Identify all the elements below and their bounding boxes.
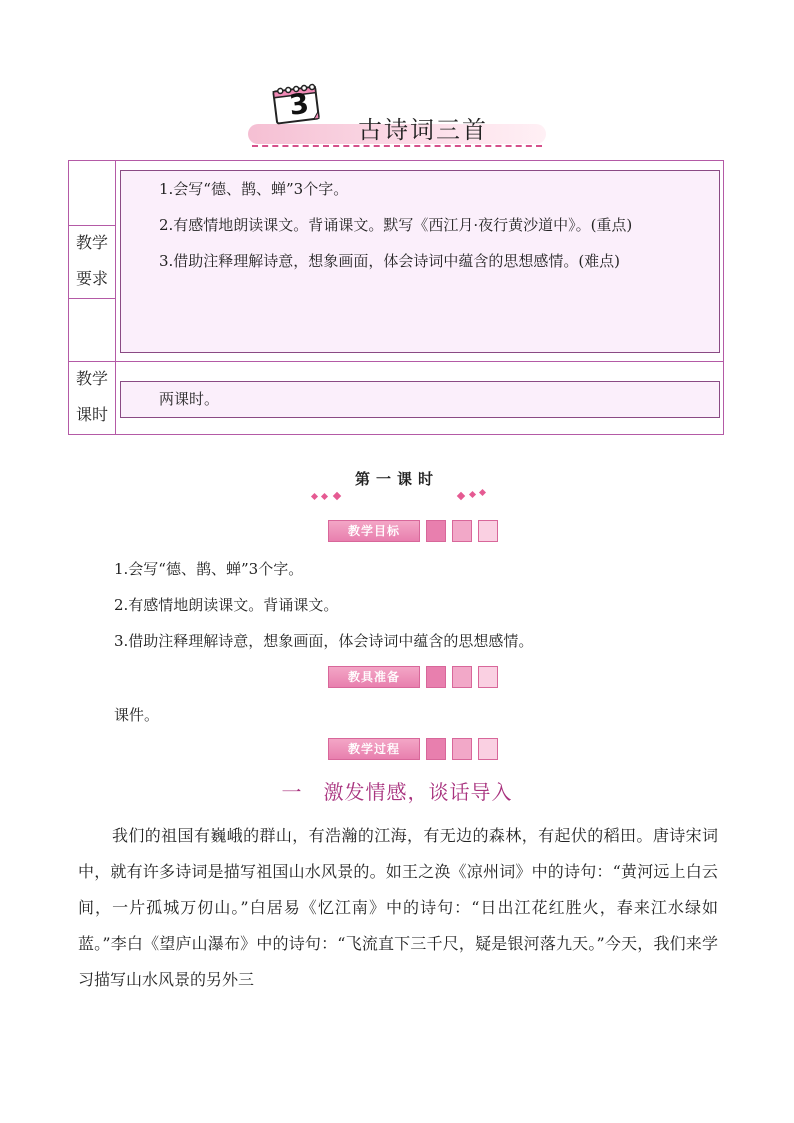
decor-square — [478, 520, 498, 542]
requirements-label-2: 要求 — [75, 269, 108, 288]
lesson-number: 3 — [287, 86, 311, 122]
intro-paragraph: 我们的祖国有巍峨的群山，有浩瀚的江海，有无边的森林，有起伏的稻田。唐诗宋词中，就有许多诗词是描写祖国山水风景的。如王之涣《凉州词》中的诗句：“黄河远上白云间，一片孤城万仞山。”白居易《忆江南》中的诗句：“日出江花红胜火，春来江水绿如蓝。”李白《望庐山瀑布》中的诗句：“飞流直下三千尺，疑是银河落九天。”今天，我们来学习描写山水风景的另外三 — [78, 826, 718, 989]
hours-label-2: 课时 — [75, 405, 108, 424]
goal-item: 3.借助注释理解诗意，想象画面，体会诗词中蕴含的思想感情。 — [114, 632, 534, 650]
decor-square — [478, 738, 498, 760]
decor-square — [426, 738, 446, 760]
lesson-title: 古诗词三首 — [358, 116, 488, 144]
hours-box — [120, 381, 720, 418]
calendar-icon — [270, 81, 325, 127]
section-title: 第一课时 — [354, 470, 439, 488]
goal-item: 1.会写“德、鹊、蝉”3个字。 — [114, 560, 304, 578]
decor-square — [452, 666, 472, 688]
prep-label: 教具准备 — [328, 666, 420, 688]
title-underline — [252, 145, 542, 147]
decor-square — [452, 520, 472, 542]
decor-square — [452, 738, 472, 760]
requirements-table — [68, 160, 724, 435]
decor-square — [478, 666, 498, 688]
process-label: 教学过程 — [328, 738, 420, 760]
requirement-item: 2.有感情地朗读课文。背诵课文。默写《西江月·夜行黄沙道中》。(重点) — [159, 216, 633, 234]
step-heading: 一 激发情感，谈话导入 — [281, 780, 513, 804]
table-divider — [69, 361, 723, 362]
hours-text: 两课时。 — [159, 390, 220, 408]
decor-square — [426, 666, 446, 688]
hours-label-1: 教学 — [75, 369, 108, 388]
decor-square — [426, 520, 446, 542]
requirements-box — [120, 170, 720, 353]
requirements-label-1: 教学 — [75, 233, 108, 252]
goals-label: 教学目标 — [328, 520, 420, 542]
goal-item: 2.有感情地朗读课文。背诵课文。 — [114, 596, 339, 614]
table-divider — [115, 161, 116, 434]
requirement-item: 1.会写“德、鹊、蝉”3个字。 — [159, 180, 349, 198]
requirement-item: 3.借助注释理解诗意，想象画面，体会诗词中蕴含的思想感情。(难点) — [159, 252, 621, 270]
table-divider — [69, 298, 115, 299]
prep-text: 课件。 — [114, 706, 160, 724]
